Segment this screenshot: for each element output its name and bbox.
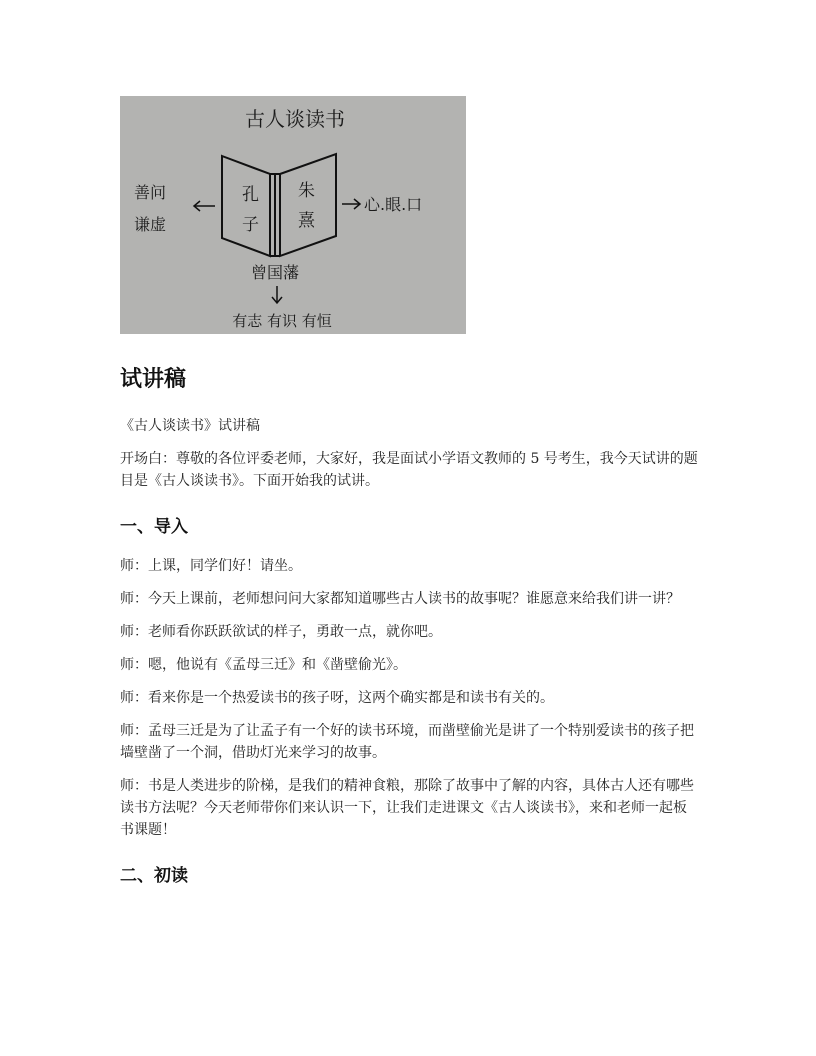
paragraph: 师：孟母三迁是为了让孟子有一个好的读书环境，而凿壁偷光是讲了一个特别爱读书的孩子把墙壁凿了一个洞，借助灯光来学习的故事。 (120, 723, 694, 761)
right-page-char-1: 朱 (298, 181, 315, 201)
document-page (120, 96, 700, 904)
paragraph: 师：今天上课前，老师想问问大家都知道哪些古人读书的故事呢？谁愿意来给我们讲一讲？ (120, 591, 680, 607)
paragraph: 师：看来你是一个热爱读书的孩子呀，这两个确实都是和读书有关的。 (120, 690, 554, 706)
left-page-char-1: 孔 (242, 185, 259, 205)
page-title: 试讲稿 (120, 367, 187, 392)
book-left-page (222, 156, 270, 256)
left-page-char-2: 子 (242, 215, 259, 235)
right-text: 心.眼.口 (364, 195, 423, 214)
paragraph: 师：上课，同学们好！请坐。 (120, 558, 302, 574)
bottom-name: 曾国藩 (250, 263, 300, 282)
book-diagram (120, 96, 466, 334)
section-heading-first-reading: 二、初读 (120, 866, 188, 886)
bottom-items: 有志 有识 有恒 (232, 312, 332, 330)
board-title: 古人谈读书 (245, 107, 345, 131)
intro-paragraph: 开场白：尊敬的各位评委老师，大家好，我是面试小学语文教师的 5 号考生，我今天试讲的题目是《古人谈读书》。下面开始我的试讲。 (120, 451, 698, 489)
paragraph: 师：嗯，他说有《孟母三迁》和《凿壁偷光》。 (120, 657, 407, 673)
paragraph: 师：老师看你跃跃欲试的样子，勇敢一点，就你吧。 (120, 624, 442, 640)
right-page-char-2: 熹 (298, 211, 315, 231)
section-heading-intro: 一、导入 (120, 517, 188, 537)
paragraph: 师：书是人类进步的阶梯，是我们的精神食粮，那除了故事中了解的内容，具体古人还有哪些读书方法呢？今天老师带你们来认识一下，让我们走进课文《古人谈读书》，来和老师一起板书课题！ (120, 778, 694, 838)
left-text-line-2: 谦虚 (134, 215, 167, 234)
subtitle: 《古人谈读书》试讲稿 (120, 418, 260, 434)
left-text-line-1: 善问 (134, 183, 167, 202)
book-right-page (280, 154, 336, 256)
blackboard-sketch-image (120, 96, 466, 334)
